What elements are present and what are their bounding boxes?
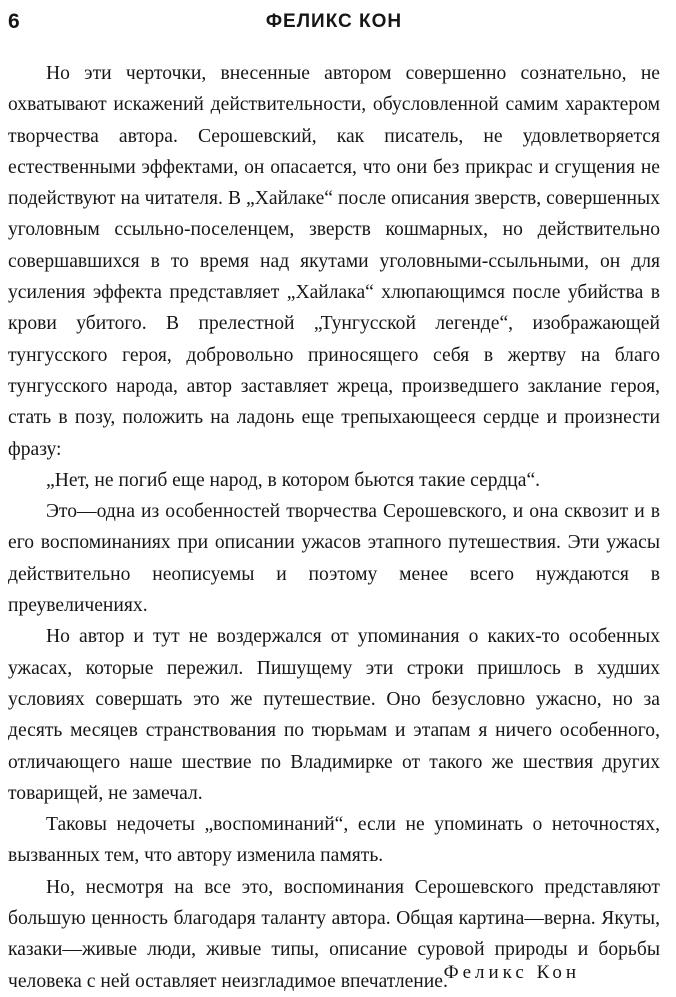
running-title: ФЕЛИКС КОН <box>265 11 403 32</box>
quoted-phrase: „Нет, не погиб еще народ, в котором бьются такие сердца“. <box>46 469 541 491</box>
paragraph: Это—одна из особенностей творчества Серошевского, и она сквозит и в его воспоминаниях при описании ужасов этапного путешествия. Эти ужасы действительно неописуемы и поэтому менее всего нуждаются в преувеличениях. <box>8 501 660 617</box>
page-number: 6 <box>8 10 20 33</box>
paragraph: Таковы недочеты „воспоминаний“, если не упоминать о неточностях, вызванных тем, что автору изменила память. <box>8 814 660 867</box>
running-header <box>8 10 660 38</box>
author-signature: Феликс Кон <box>443 962 580 983</box>
paragraph: Но, несмотря на все это, воспоминания Серошевского представляют большую ценность благодаря таланту автора. Общая картина—верна. Якуты, казаки—живые люди, живые типы, описание суровой природы и борьбы человека с ней оставляет неизгладимое впечатление. <box>8 876 660 992</box>
paragraph: Но эти черточки, внесенные автором совершенно сознательно, не охватывают искажений действительности, обусловленной самим характером творчества автора. Серошевский, как писатель, не удовлетворяется естественными эффектами, он опасается, что они без прикрас и сгущения не подействуют на читателя. В „Хайлаке“ после описания зверств, совершенных уголовным ссыльно-поселенцем, зверств кошмарных, но действительно совершавшихся в то время над якутами уголовными-ссыльными, он для усиления эффекта представляет „Хайлака“ хлюпающимся после убийства в крови убитого. В прелестной „Тунгусской легенде“, изображающей тунгусского героя, добровольно приносящего себя в жертву на благо тунгусского народа, автор заставляет жреца, произведшего заклание героя, стать в позу, положить на ладонь еще трепыхающееся сердце и произнести фразу: <box>8 63 660 460</box>
paragraph: Но автор и тут не воздержался от упоминания о каких-то особенных ужасах, которые пережил. Пишущему эти строки пришлось в худших условиях совершать это же путешествие. Оно безусловно ужасно, но за десять месяцев странствования по тюрьмам и этапам я ничего особенного, отличающего наше шествие по Владимирке от такого же шествия других товарищей, не замечал. <box>8 626 660 804</box>
body-text <box>8 58 660 997</box>
